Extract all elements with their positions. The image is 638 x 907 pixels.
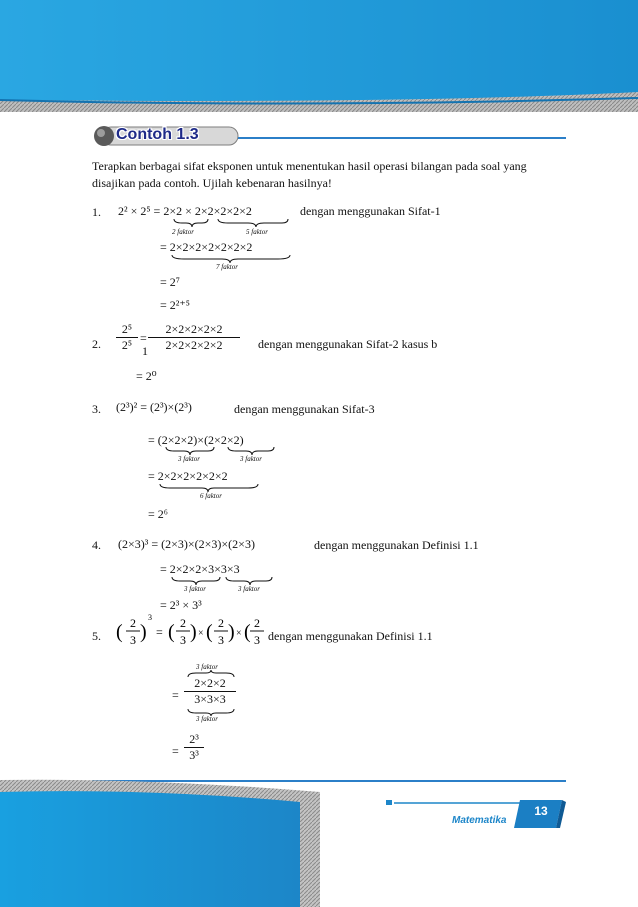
item-number: 5.	[92, 629, 101, 643]
intro-text: Terapkan berbagai sifat eksponen untuk menentukan hasil operasi bilangan pada soal yang disajikan pada contoh. Ujilah kebenaran hasilnya!	[92, 159, 527, 190]
svg-text:2: 2	[254, 616, 260, 630]
item-number: 3.	[92, 402, 101, 416]
brace-label: 6 faktor	[200, 492, 222, 500]
equation-line: = 2×2×2×2×2×2×2	[160, 240, 253, 254]
item-note: dengan menggunakan Definisi 1.1	[314, 538, 479, 552]
fraction-numerator: 2³	[189, 732, 199, 746]
equation-line: = 2×2×2×2×2×2	[148, 469, 228, 483]
svg-text:3: 3	[148, 613, 152, 622]
brace-label: 3 faktor	[196, 663, 218, 671]
brace-label: 7 faktor	[216, 263, 238, 271]
svg-text:): )	[140, 621, 147, 643]
equation-line: = 2⁶	[148, 507, 168, 521]
equation-line: = 2²⁺⁵	[160, 298, 190, 312]
brace-label: 3 faktor	[238, 585, 260, 593]
denominator-prefix: 1	[142, 344, 148, 358]
section-title: Contoh 1.3	[116, 126, 199, 143]
fraction-numerator: 2×2×2×2×2	[165, 322, 223, 336]
svg-text:(: (	[168, 621, 175, 643]
fraction	[184, 732, 204, 763]
equation-line: = 2⁰	[136, 369, 157, 383]
brace-label: 3 faktor	[184, 585, 206, 593]
fraction	[148, 322, 240, 353]
svg-text:×: ×	[236, 628, 242, 639]
svg-text:3: 3	[180, 633, 186, 647]
fraction-denominator: 2⁵	[116, 337, 138, 353]
subject-label: Matematika	[452, 815, 507, 826]
svg-text:3: 3	[254, 633, 260, 647]
fraction-numerator: 2⁵	[121, 322, 133, 336]
underbrace	[172, 218, 290, 228]
svg-text:×: ×	[198, 628, 204, 639]
svg-text:(: (	[244, 621, 251, 643]
equation-line: = 2³ × 3³	[160, 598, 202, 612]
fraction-denominator: 2×2×2×2×2	[148, 337, 240, 353]
section-heading	[92, 124, 242, 148]
svg-text:2: 2	[218, 616, 224, 630]
brace-label: 3 faktor	[196, 715, 218, 723]
svg-text:(: (	[116, 621, 123, 643]
equation-line: (2×3)³ = (2×3)×(2×3)×(2×3)	[118, 537, 255, 551]
footer-decoration	[0, 770, 638, 907]
svg-text:3: 3	[218, 633, 224, 647]
fraction-power-expression	[114, 610, 264, 652]
svg-text:): )	[228, 621, 235, 643]
item-note: dengan menggunakan Sifat-1	[300, 204, 441, 218]
item-note: dengan menggunakan Sifat-2 kasus b	[258, 337, 438, 351]
svg-text:2: 2	[180, 616, 186, 630]
brace-label: 5 faktor	[246, 228, 268, 236]
fraction-numerator: 2×2×2	[194, 676, 226, 690]
fraction-denominator: 3³	[184, 747, 204, 763]
equation-line: = 2⁷	[160, 275, 180, 289]
brace-label: 3 faktor	[240, 455, 262, 463]
header-decoration	[0, 0, 638, 112]
brace-label: 3 faktor	[178, 455, 200, 463]
equation-line: (2³)² = (2³)×(2³)	[116, 400, 192, 414]
svg-text:(: (	[206, 621, 213, 643]
svg-text:2: 2	[130, 616, 136, 630]
equation-line: = 2×2×2×3×3×3	[160, 562, 240, 576]
item-number: 1.	[92, 205, 101, 219]
item-note: dengan menggunakan Sifat-3	[234, 402, 375, 416]
item-note: dengan menggunakan Definisi 1.1	[268, 629, 433, 643]
equals-sign: =	[172, 744, 179, 758]
fraction	[184, 676, 236, 707]
item-number: 2.	[92, 337, 101, 351]
fraction	[116, 322, 138, 353]
heading-rule	[238, 137, 566, 139]
equals-sign: =	[140, 331, 147, 345]
page-number: 13	[534, 804, 548, 818]
svg-text:=: =	[156, 625, 163, 639]
fraction-denominator: 3×3×3	[184, 691, 236, 707]
equation-line: = (2×2×2)×(2×2×2)	[148, 433, 244, 447]
svg-text:): )	[190, 621, 197, 643]
equals-sign: =	[172, 688, 179, 702]
item-number: 4.	[92, 538, 101, 552]
equation-line: 2² × 2⁵ = 2×2 × 2×2×2×2×2	[118, 204, 252, 218]
svg-text:3: 3	[130, 633, 136, 647]
brace-label: 2 faktor	[172, 228, 194, 236]
